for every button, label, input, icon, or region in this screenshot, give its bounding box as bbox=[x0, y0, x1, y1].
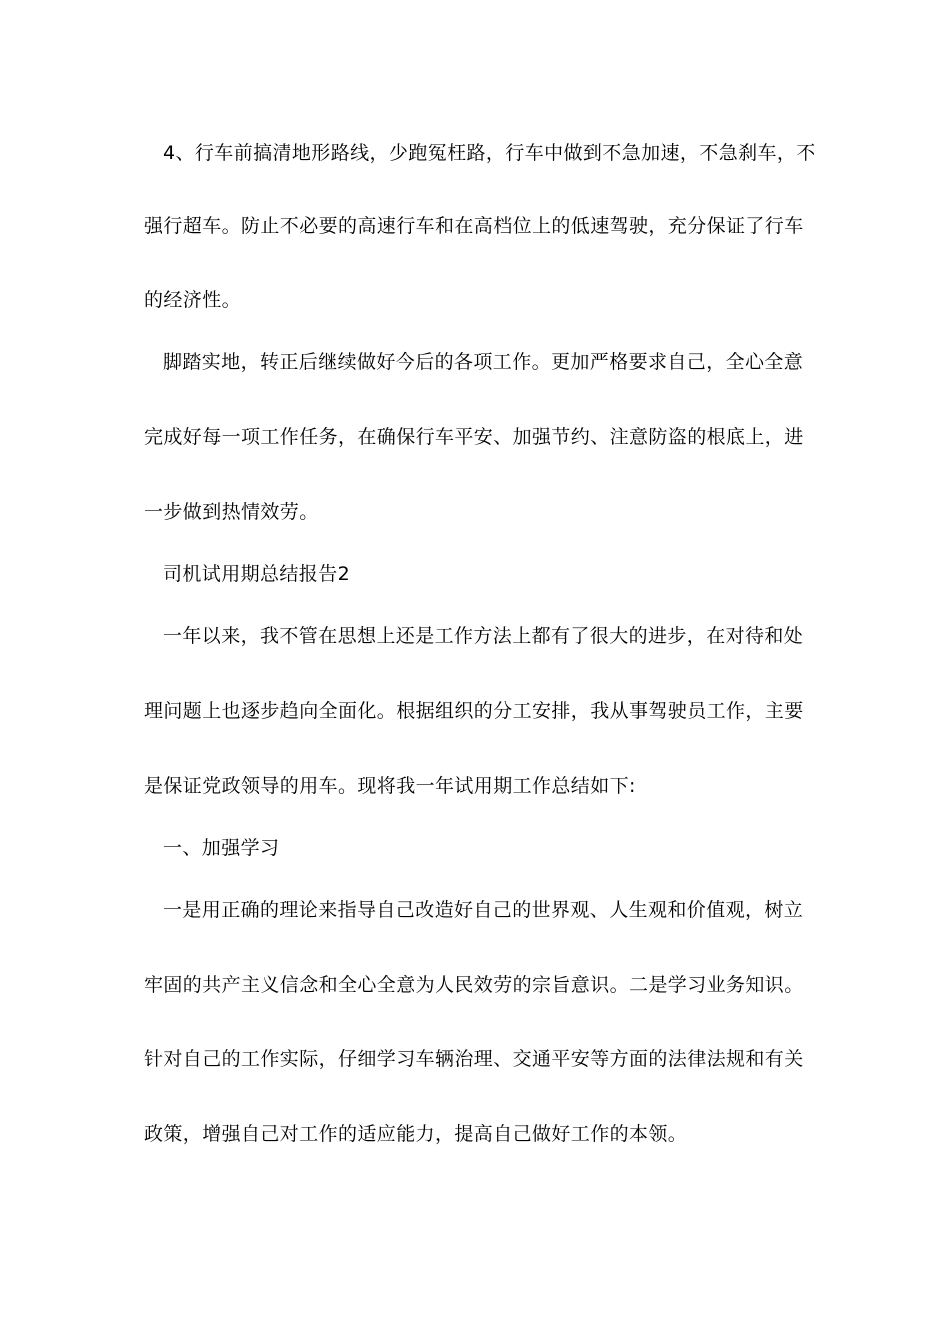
paragraph-line: 牢固的共产主义信念和全心全意为人民效劳的宗旨意识。二是学习业务知识。 bbox=[144, 974, 804, 996]
paragraph-line: 强行超车。防止不必要的高速行车和在高档位上的低速驾驶，充分保证了行车 bbox=[144, 215, 804, 237]
paragraph-line: 完成好每一项工作任务，在确保行车平安、加强节约、注意防盗的根底上，进 bbox=[144, 426, 804, 448]
paragraph-line: 针对自己的工作实际，仔细学习车辆治理、交通平安等方面的法律法规和有关 bbox=[144, 1048, 804, 1070]
paragraph-line: 4、行车前搞清地形路线，少跑冤枉路，行车中做到不急加速，不急刹车，不 bbox=[163, 142, 816, 164]
paragraph-line: 的经济性。 bbox=[144, 289, 242, 311]
paragraph-line: 理问题上也逐步趋向全面化。根据组织的分工安排，我从事驾驶员工作，主要 bbox=[144, 700, 804, 722]
section-heading: 司机试用期总结报告2 bbox=[163, 563, 351, 585]
paragraph-line: 政策，增强自己对工作的适应能力，提高自己做好工作的本领。 bbox=[144, 1123, 688, 1145]
paragraph-line: 是保证党政领导的用车。现将我一年试用期工作总结如下: bbox=[144, 775, 636, 797]
paragraph-line: 一是用正确的理论来指导自己改造好自己的世界观、人生观和价值观，树立 bbox=[163, 899, 804, 921]
section-heading: 一、加强学习 bbox=[163, 837, 280, 859]
paragraph-line: 脚踏实地，转正后继续做好今后的各项工作。更加严格要求自己，全心全意 bbox=[163, 351, 804, 373]
paragraph-line: 一步做到热情效劳。 bbox=[144, 501, 319, 523]
paragraph-line: 一年以来，我不管在思想上还是工作方法上都有了很大的进步，在对待和处 bbox=[163, 625, 804, 647]
